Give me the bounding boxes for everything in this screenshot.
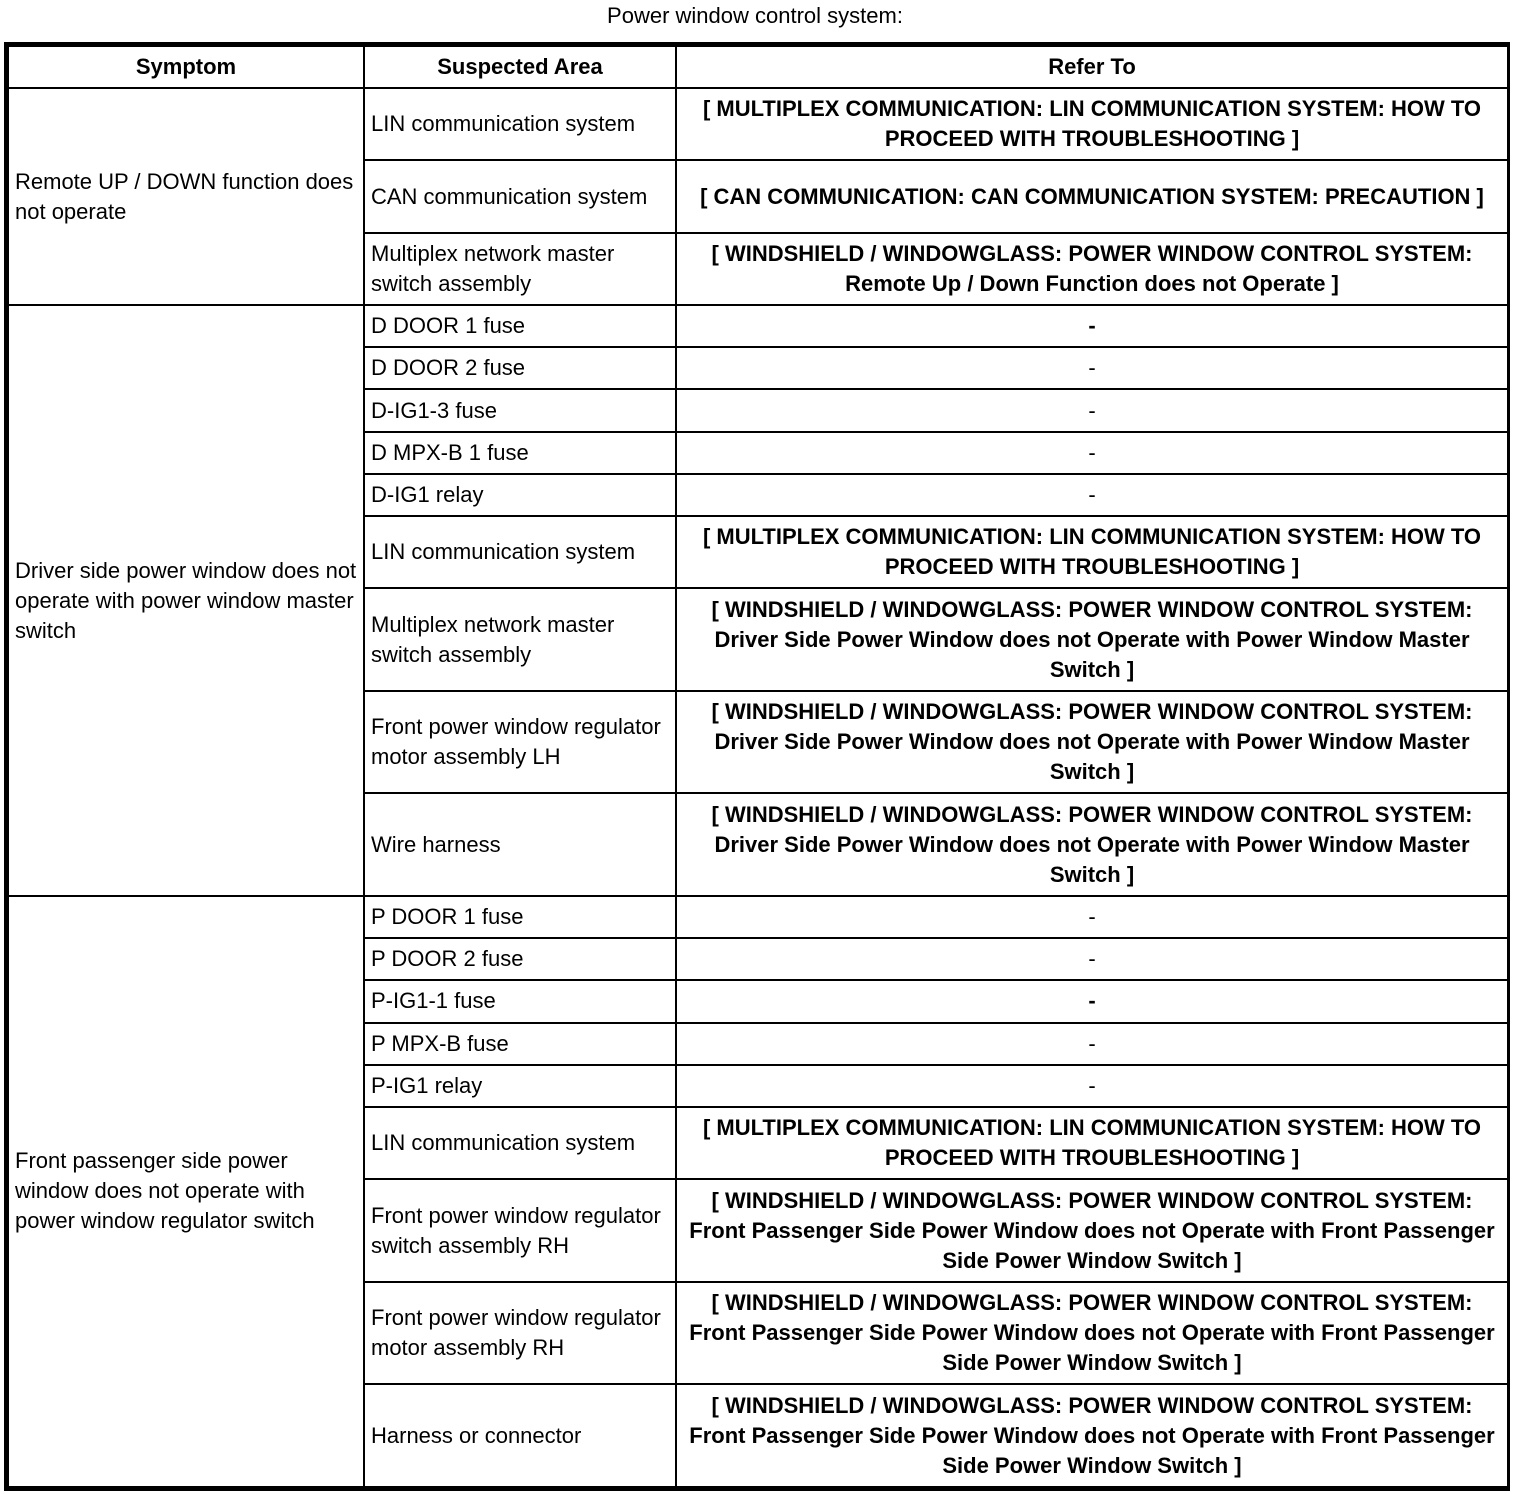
suspected-area-cell: P-IG1-1 fuse [364,980,676,1022]
header-refer-to: Refer To [676,46,1508,88]
header-symptom: Symptom [8,46,364,88]
suspected-area-cell: D MPX-B 1 fuse [364,432,676,474]
suspected-area-cell: LIN communication system [364,516,676,588]
suspected-area-cell: Front power window regulator motor assembly LH [364,691,676,794]
suspected-area-cell: P DOOR 2 fuse [364,938,676,980]
symptom-cell: Remote UP / DOWN function does not operate [8,88,364,305]
refer-to-cell: - [676,938,1508,980]
refer-to-cell: - [676,1023,1508,1065]
refer-to-cell: - [676,1065,1508,1107]
refer-to-link[interactable]: [ WINDSHIELD / WINDOWGLASS: POWER WINDOW CONTROL SYSTEM: Driver Side Power Window does not Operate with Power Window Master Switch ] [676,793,1508,896]
symptom-cell: Driver side power window does not operate with power window master switch [8,305,364,896]
suspected-area-cell: Multiplex network master switch assembly [364,233,676,305]
refer-to-cell: - [676,980,1508,1022]
refer-to-cell: - [676,305,1508,347]
refer-to-cell: - [676,389,1508,431]
refer-to-link[interactable]: [ WINDSHIELD / WINDOWGLASS: POWER WINDOW CONTROL SYSTEM: Front Passenger Side Power Window does not Operate with Front Passenger Side Power Window Switch ] [676,1179,1508,1282]
refer-to-link[interactable]: [ WINDSHIELD / WINDOWGLASS: POWER WINDOW CONTROL SYSTEM: Driver Side Power Window does not Operate with Power Window Master Switch ] [676,691,1508,794]
suspected-area-cell: CAN communication system [364,160,676,232]
table-row [8,305,1508,347]
refer-to-link[interactable]: [ MULTIPLEX COMMUNICATION: LIN COMMUNICATION SYSTEM: HOW TO PROCEED WITH TROUBLESHOOTING ] [676,1107,1508,1179]
suspected-area-cell: D-IG1-3 fuse [364,389,676,431]
suspected-area-cell: Multiplex network master switch assembly [364,588,676,691]
header-row [8,46,1508,88]
suspected-area-cell: P-IG1 relay [364,1065,676,1107]
refer-to-link[interactable]: [ MULTIPLEX COMMUNICATION: LIN COMMUNICATION SYSTEM: HOW TO PROCEED WITH TROUBLESHOOTING ] [676,516,1508,588]
troubleshooting-table [7,45,1509,1488]
suspected-area-cell: Front power window regulator switch assembly RH [364,1179,676,1282]
suspected-area-cell: D-IG1 relay [364,474,676,516]
suspected-area-cell: P MPX-B fuse [364,1023,676,1065]
refer-to-link[interactable]: [ CAN COMMUNICATION: CAN COMMUNICATION SYSTEM: PRECAUTION ] [676,160,1508,232]
table-caption: Power window control system: [607,3,903,28]
suspected-area-cell: Wire harness [364,793,676,896]
refer-to-cell: - [676,474,1508,516]
troubleshooting-table-frame [4,42,1510,1491]
symptom-cell: Front passenger side power window does not operate with power window regulator switch [8,896,364,1487]
suspected-area-cell: Harness or connector [364,1384,676,1487]
refer-to-link[interactable]: [ MULTIPLEX COMMUNICATION: LIN COMMUNICATION SYSTEM: HOW TO PROCEED WITH TROUBLESHOOTING ] [676,88,1508,160]
suspected-area-cell: D DOOR 1 fuse [364,305,676,347]
refer-to-link[interactable]: [ WINDSHIELD / WINDOWGLASS: POWER WINDOW CONTROL SYSTEM: Remote Up / Down Function does not Operate ] [676,233,1508,305]
table-row [8,896,1508,938]
suspected-area-cell: Front power window regulator motor assembly RH [364,1282,676,1385]
refer-to-link[interactable]: [ WINDSHIELD / WINDOWGLASS: POWER WINDOW CONTROL SYSTEM: Driver Side Power Window does not Operate with Power Window Master Switch ] [676,588,1508,691]
refer-to-cell: - [676,432,1508,474]
suspected-area-cell: LIN communication system [364,1107,676,1179]
table-row [8,88,1508,160]
refer-to-cell: - [676,347,1508,389]
suspected-area-cell: LIN communication system [364,88,676,160]
refer-to-cell: - [676,896,1508,938]
suspected-area-cell: D DOOR 2 fuse [364,347,676,389]
refer-to-link[interactable]: [ WINDSHIELD / WINDOWGLASS: POWER WINDOW CONTROL SYSTEM: Front Passenger Side Power Window does not Operate with Front Passenger Side Power Window Switch ] [676,1384,1508,1487]
refer-to-link[interactable]: [ WINDSHIELD / WINDOWGLASS: POWER WINDOW CONTROL SYSTEM: Front Passenger Side Power Window does not Operate with Front Passenger Side Power Window Switch ] [676,1282,1508,1385]
suspected-area-cell: P DOOR 1 fuse [364,896,676,938]
header-suspected-area: Suspected Area [364,46,676,88]
